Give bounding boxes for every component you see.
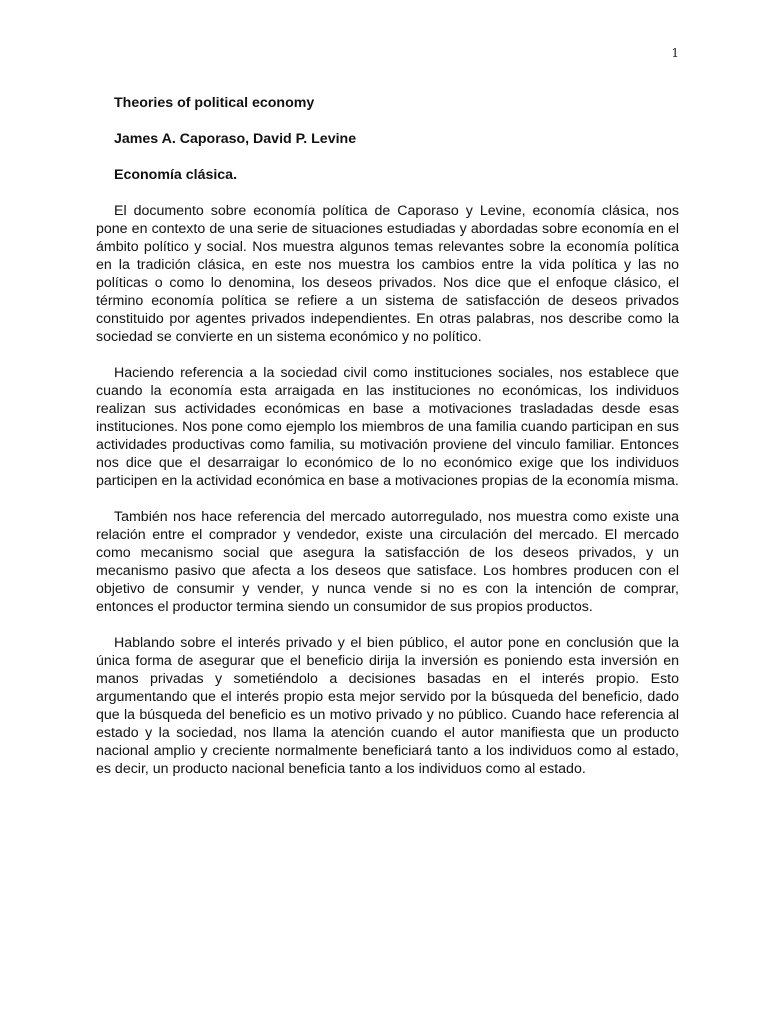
document-title: Theories of political economy <box>114 95 315 111</box>
page-number: 1 <box>671 46 679 60</box>
paragraph: Hablando sobre el interés privado y el bien público, el autor pone en conclusión que la única forma de asegurar que el beneficio dirija la inversión es poniendo esta inversión en manos privadas y sometiéndolo a decisiones basadas en el interés propio. Esto argumentando que el interés propio esta mejor servido por la búsqueda del beneficio, dado que la búsqueda del beneficio es un motivo privado y no público. Cuando hace referencia al estado y la sociedad, nos llama la atención cuando el autor manifiesta que un producto nacional amplio y creciente normalmente beneficiará tanto a los individuos como al estado, es decir, un producto nacional beneficia tanto a los individuos como al estado. <box>96 635 679 777</box>
paragraph: También nos hace referencia del mercado autorregulado, nos muestra como existe una relación entre el comprador y vendedor, existe una circulación del mercado. El mercado como mecanismo social que asegura la satisfacción de los deseos privados, y un mecanismo pasivo que afecta a los deseos que satisface. Los hombres producen con el objetivo de consumir y vender, y nunca vende si no es con la intención de comprar, entonces el productor termina siendo un consumidor de sus propios productos. <box>96 509 679 615</box>
section-heading: Economía clásica. <box>114 167 238 183</box>
paragraph: El documento sobre economía política de Caporaso y Levine, economía clásica, nos pone en contexto de una serie de situaciones estudiadas y abordadas sobre economía en el ámbito político y social. Nos muestra algunos temas relevantes sobre la economía política en la tradición clásica, en este nos muestra los cambios entre la vida política y las no políticas o como lo denomina, los deseos privados. Nos dice que el enfoque clásico, el término economía política se refiere a un sistema de satisfacción de deseos privados constituido por agentes privados independientes. En otras palabras, nos describe como la sociedad se convierte en un sistema económico y no político. <box>96 203 679 345</box>
document-body <box>96 94 679 796</box>
paragraph: Haciendo referencia a la sociedad civil como instituciones sociales, nos establece que cuando la economía esta arraigada en las instituciones no económicas, los individuos realizan sus actividades económicas en base a motivaciones trasladadas desde esas instituciones. Nos pone como ejemplo los miembros de una familia cuando participan en sus actividades productivas como familia, su motivación proviene del vinculo familiar. Entonces nos dice que el desarraigar lo económico de lo no económico exige que los individuos participen en la actividad económica en base a motivaciones propias de la economía misma. <box>96 365 679 489</box>
document-authors: James A. Caporaso, David P. Levine <box>114 131 357 147</box>
